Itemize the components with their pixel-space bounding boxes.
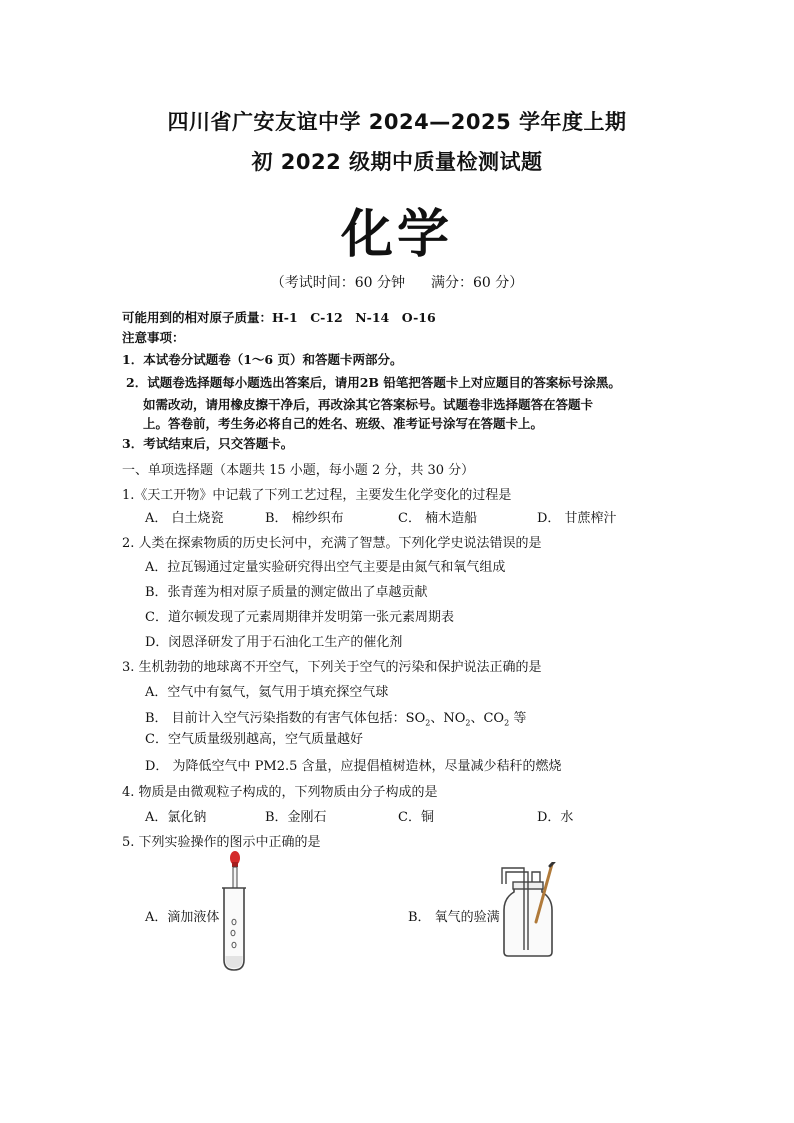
- notes-item-2a: 2．试题卷选择题每小题选出答案后，请用2B 铅笔把答题卡上对应题目的答案标号涂黑。: [126, 375, 621, 390]
- notes-item-2c: 上。答卷前，考生务必将自己的姓名、班级、准考证号涂写在答题卡上。: [143, 416, 544, 431]
- question-1-option-a: A． 白土烧瓷: [145, 511, 224, 526]
- dropper-test-tube-icon: [214, 848, 254, 974]
- question-2-option-a: A．拉瓦锡通过定量实验研究得出空气主要是由氮气和氧气组成: [145, 560, 506, 575]
- question-1-option-b: B． 棉纱织布: [265, 511, 344, 526]
- section-1-heading: 一、单项选择题（本题共 15 小题，每小题 2 分，共 30 分）: [122, 463, 475, 478]
- question-5-option-b: B． 氧气的验满: [408, 910, 500, 925]
- question-4-option-d: D．水: [537, 810, 574, 825]
- question-2-option-d: D．闵恩泽研发了用于石油化工生产的催化剂: [145, 635, 403, 650]
- question-5-option-a: A．滴加液体: [145, 910, 220, 925]
- question-2-option-b: B．张青莲为相对原子质量的测定做出了卓越贡献: [145, 585, 428, 600]
- exam-time-info: [0, 272, 794, 292]
- full-score: 满分：60 分）: [431, 275, 524, 291]
- question-4-option-a: A．氯化钠: [145, 810, 207, 825]
- question-3-option-d: D． 为降低空气中 PM2.5 含量，应提倡植树造林，尽量减少秸秆的燃烧: [145, 759, 562, 774]
- atomic-mass-note: 可能用到的相对原子质量：H-1 C-12 N-14 O-16: [122, 310, 436, 325]
- exam-title-line2: 初 2022 级期中质量检测试题: [251, 150, 543, 174]
- question-4-option-b: B．金刚石: [265, 810, 327, 825]
- q3b-sub-2: 2: [465, 718, 471, 728]
- q3b-text-3: 、CO: [470, 711, 505, 726]
- question-3-option-c: C．空气质量级别越高，空气质量越好: [145, 732, 363, 747]
- question-3-option-b: [145, 707, 526, 728]
- question-3-stem: 3. 生机勃勃的地球离不开空气，下列关于空气的污染和保护说法正确的是: [122, 660, 542, 675]
- q3b-text-1: B． 目前计入空气污染指数的有害气体包括：SO: [145, 711, 426, 726]
- q3b-text-2: 、NO: [430, 711, 466, 726]
- subject-title: 化学: [340, 205, 453, 265]
- q3b-sub-3: 2: [504, 718, 510, 728]
- question-2-option-c: C．道尔顿发现了元素周期律并发明第一张元素周期表: [145, 610, 454, 625]
- exam-time: （考试时间：60 分钟: [270, 275, 405, 291]
- question-3-option-a: A．空气中有氦气，氦气用于填充探空气球: [145, 685, 389, 700]
- q3b-text-4: 等: [509, 711, 527, 726]
- notes-heading: 注意事项：: [122, 330, 185, 345]
- gas-bottle-icon: [496, 862, 560, 958]
- question-4-option-c: C．铜: [398, 810, 434, 825]
- question-4-stem: 4. 物质是由微观粒子构成的，下列物质由分子构成的是: [122, 785, 438, 800]
- question-5-stem: 5. 下列实验操作的图示中正确的是: [122, 835, 321, 850]
- q3b-sub-1: 2: [425, 718, 431, 728]
- question-2-stem: 2. 人类在探索物质的历史长河中，充满了智慧。下列化学史说法错误的是: [122, 536, 542, 551]
- notes-item-2b: 如需改动，请用橡皮擦干净后，再改涂其它答案标号。试题卷非选择题答在答题卡: [143, 397, 594, 412]
- question-1-stem: 1.《天工开物》中记载了下列工艺过程，主要发生化学变化的过程是: [122, 488, 512, 503]
- notes-item-1: 1．本试卷分试题卷（1～6 页）和答题卡两部分。: [122, 352, 403, 367]
- question-1-option-d: D． 甘蔗榨汁: [537, 511, 617, 526]
- question-1-option-c: C． 楠木造船: [398, 511, 478, 526]
- notes-item-3: 3．考试结束后，只交答题卡。: [122, 436, 294, 451]
- exam-title-line1: 四川省广安友谊中学 2024—2025 学年度上期: [167, 110, 627, 134]
